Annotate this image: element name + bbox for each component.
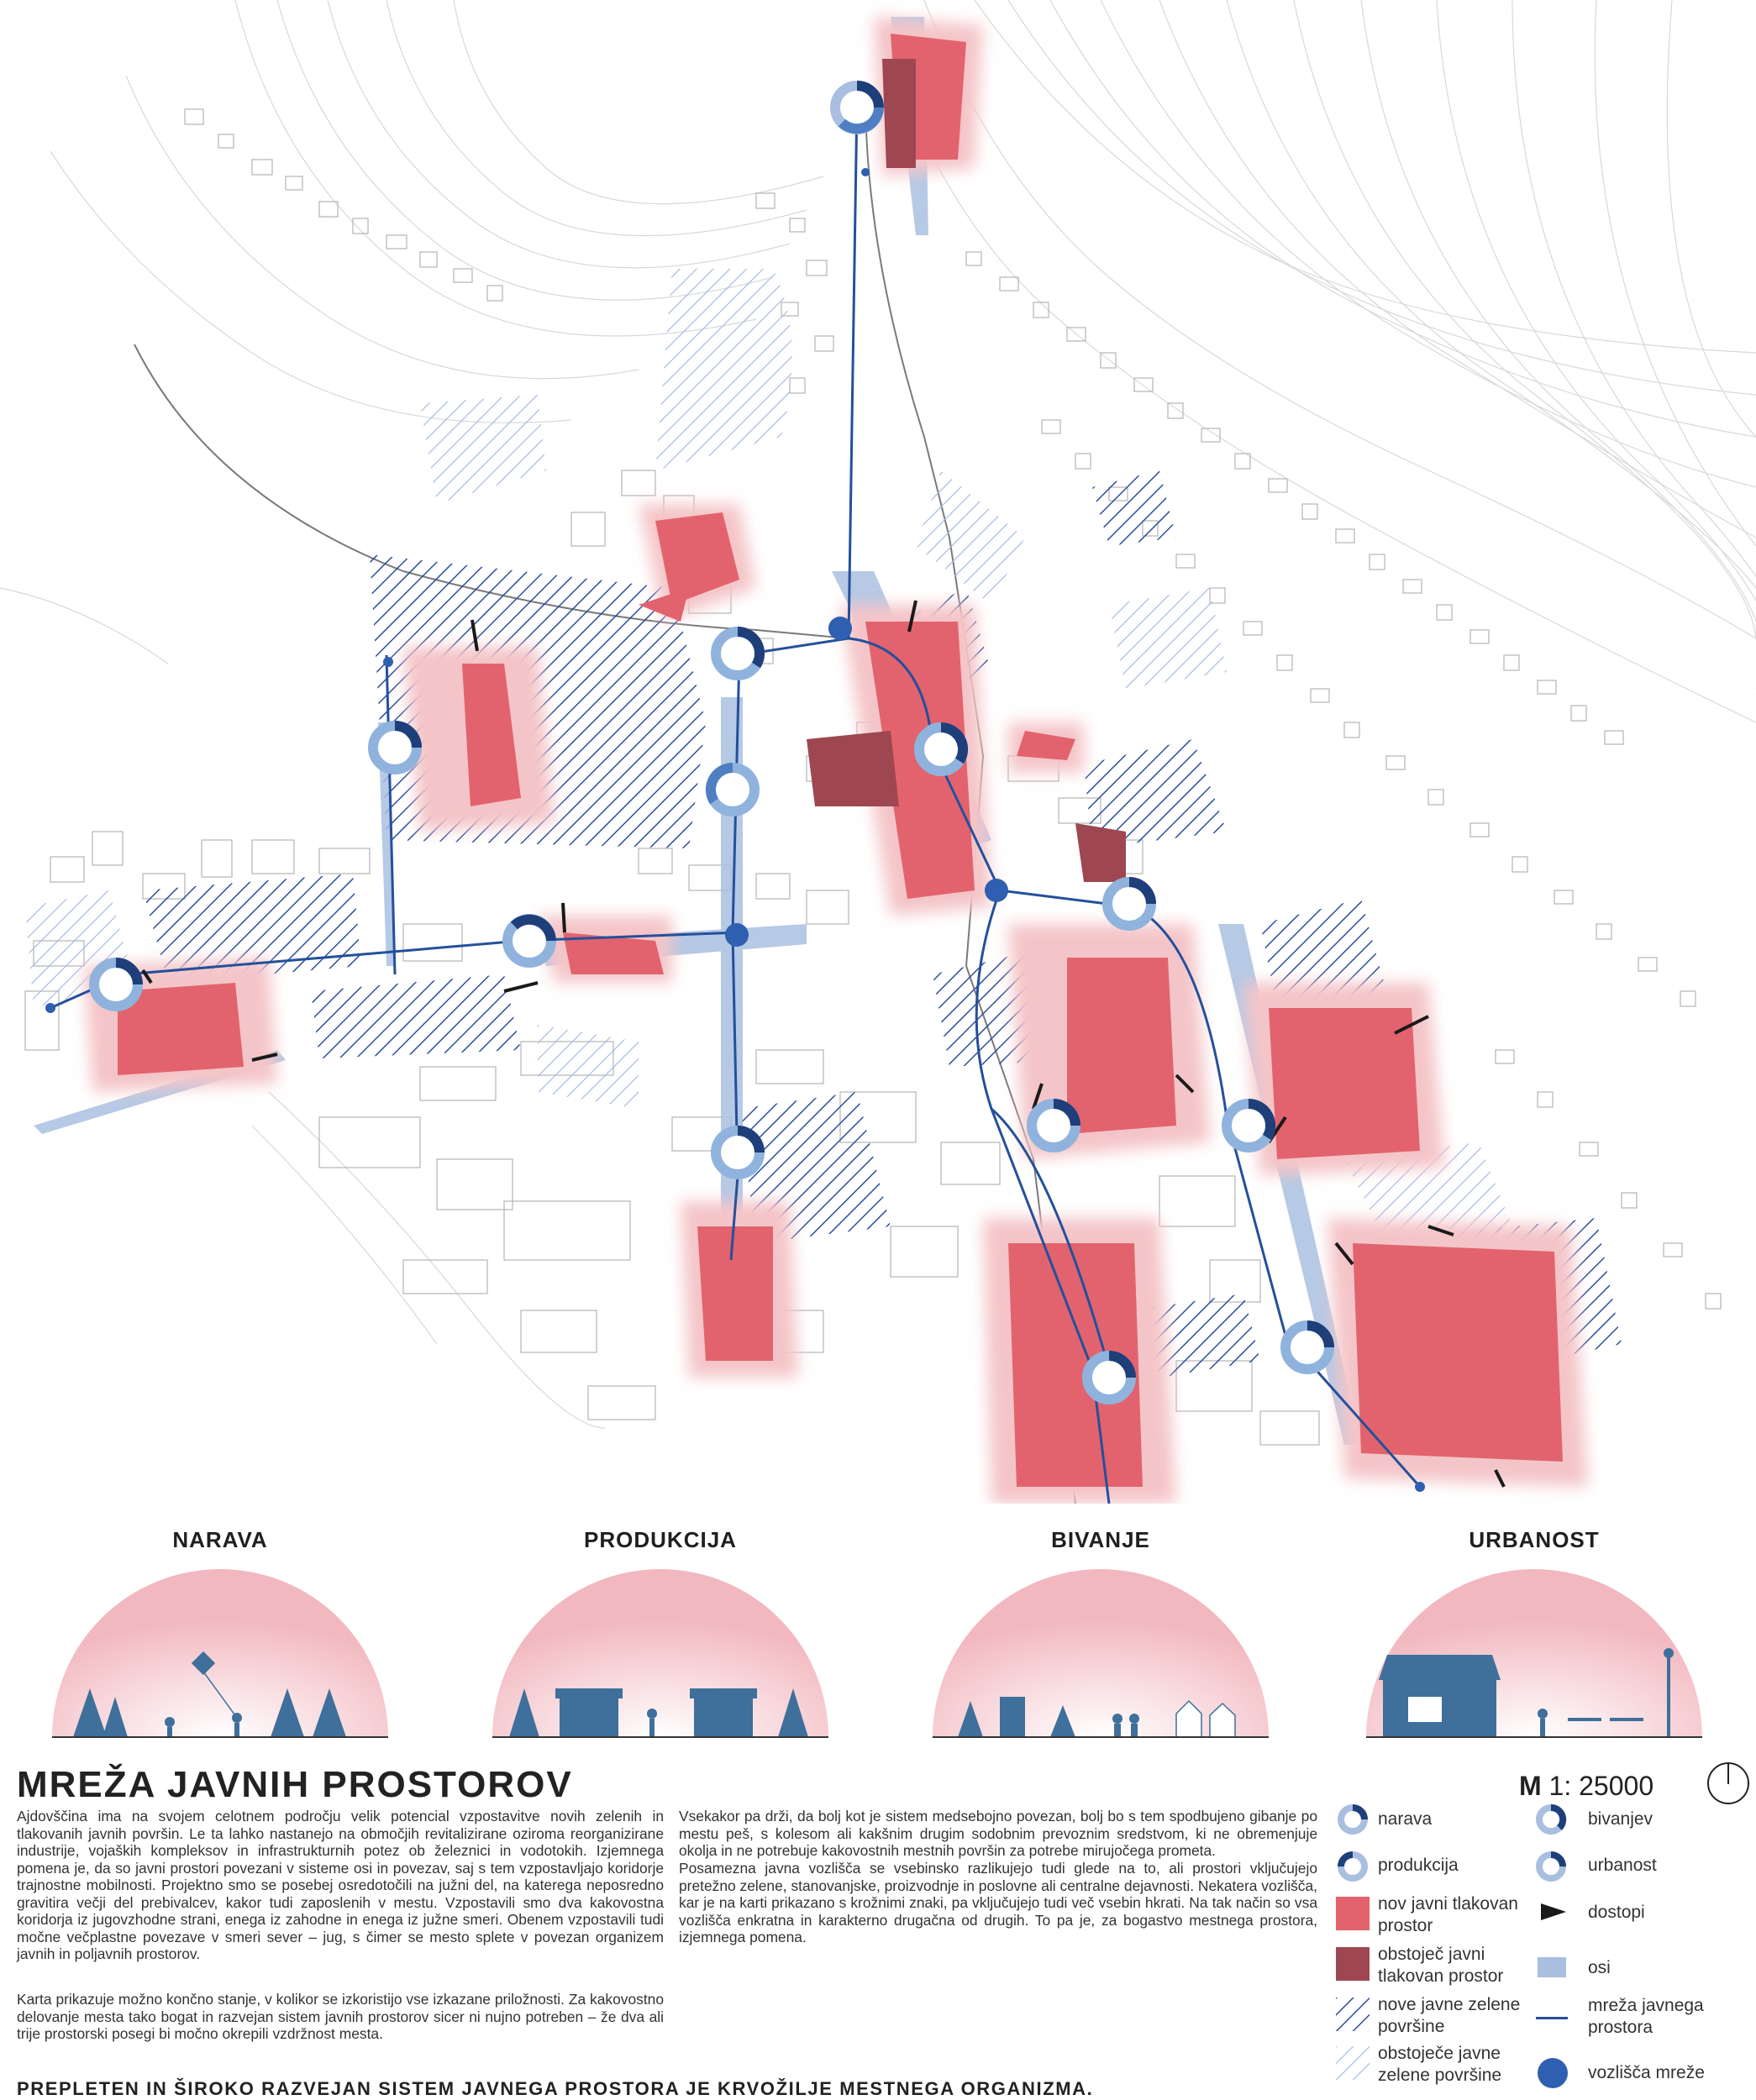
legend-bivanjev: bivanjev: [1588, 1809, 1653, 1829]
legend-swatch-axes: [1538, 1957, 1566, 1977]
legend-obstojec-javni: obstoječ javni tlakovan prostor: [1378, 1945, 1504, 1986]
section-title-bivanje: BIVANJE: [1051, 1527, 1150, 1552]
legend-urbanost: urbanost: [1588, 1856, 1657, 1875]
north-arrow-icon: [1707, 1762, 1749, 1804]
legend-nov-javni: nov javni tlakovan prostor: [1378, 1894, 1518, 1935]
paragraph-left-2: Karta prikazuje možno končno stanje, v kolikor se izkoristijo vse izkazane priložnosti. Za kakovostno delovanje mesta tako bogat in razvejan sistem javnih prostorov sicer ni nujno potreben – že dva ali trije prostorski posegi bi močno okrepili vzdržnost mesta.: [17, 1991, 664, 2042]
ring-icon: [1534, 1850, 1568, 1883]
page-title: MREŽA JAVNIH PROSTOROV: [17, 1764, 573, 1805]
legend-nove-zelene: nove javne zelene površine: [1378, 1995, 1521, 2036]
ring-icon: [1336, 1850, 1370, 1883]
legend-produkcija: produkcija: [1378, 1856, 1459, 1875]
scale-prefix: M: [1519, 1771, 1542, 1801]
legend-swatch-network: [1536, 2017, 1568, 2019]
legend-dostopi: dostopi: [1588, 1903, 1645, 1922]
legend-mreza: mreža javnega prostora: [1588, 1996, 1704, 2037]
paragraph-right-2: Posamezna javna vozlišča se vsebinsko razlikujejo tudi glede na to, ali prostori vključujejo pretežno zelene, stanovanjske, proizvodnje in poslovne ali centralne dejavnosti. Nekatera vozlišča, kar je na karti prikazano s krožnimi znaki, pa vključujejo tudi več vsebin hkrati. Na tak način so vsa vozlišča enkratna in karakterno drugačna od drugih. To pa je, za bogastvo mestnega prostora, izjemnega pomena.: [679, 1860, 1317, 1945]
legend-swatch-new-green: [1336, 1998, 1370, 2031]
paragraph-right-1: Vsekakor pa drži, da bolj kot je sistem medsebojno povezan, bolj bo s tem spodbujeno gibanje po mestu peš, s kolesom ali kakšnim drugim sodobnim prevoznim sredstvom, ki ne obremenjuje okolja in ne potrebuje kakovostnih mestnih površin za potrebe mirujočega prometa.: [679, 1808, 1317, 1859]
footer-slogan: PREPLETEN IN ŠIROKO RAZVEJAN SISTEM JAVNEGA PROSTORA JE KRVOŽILJE MESTNEGA ORGANIZMA.: [17, 2078, 1094, 2099]
section-title-narava: NARAVA: [172, 1527, 268, 1552]
scale-label: [1519, 1771, 1653, 1802]
legend-swatch-existing-green: [1336, 2046, 1370, 2080]
legend-vozlisca: vozlišča mreže: [1588, 2063, 1705, 2082]
legend-obstojece-zelene: obstoječe javne zelene površine: [1378, 2044, 1502, 2085]
paragraph-left-1: Ajdovščina ima na svojem celotnem področju velik potencial vzpostavitve novih zelenih in tlakovanih javnih površin. Le ta lahko nastanejo na območjih revitalizirane oziroma reorganizirane industrije, vojaških kompleksov in infrastrukturnih potez ob železnici in vodotokih. Izjemnega pomena je, da so javni prostori povezani v sisteme osi in povezav, saj s tem vzpostavljajo koridorje trajnostne mobilnosti. Projektno smo se posebej osredotočili na južni del, na katerega neposredno gravitira večji del prebivalcev, kakor tudi zaposlenih v mestu. Vzpostavili smo dva kakovostna koridorja iz jugovzhodne strani, enega iz zahodne in enega iz južne smeri. Obenem vzpostavili tudi močne večplastne povezave v smeri sever – jug, s čimer se mesto splete v povezan organizem javnih in poljavnih prostorov.: [17, 1808, 664, 1962]
legend-swatch-new-paved: [1336, 1897, 1370, 1930]
scene-urbanost: [1358, 1562, 1711, 1743]
legend-narava: narava: [1378, 1809, 1433, 1829]
section-title-urbanost: URBANOST: [1469, 1527, 1600, 1552]
access-marker-icon: [1539, 1902, 1568, 1924]
legend-osi: osi: [1588, 1958, 1611, 1977]
legend-swatch-existing-paved: [1336, 1947, 1370, 1981]
scene-narava: [44, 1562, 397, 1743]
scene-produkcija: [484, 1562, 837, 1743]
scale-value: 1: 25000: [1548, 1771, 1654, 1801]
section-title-produkcija: PRODUKCIJA: [584, 1527, 737, 1552]
scene-bivanje: [924, 1562, 1277, 1743]
ring-icon: [1534, 1803, 1568, 1836]
ring-icon: [1336, 1803, 1370, 1836]
node-dot-icon: [1538, 2058, 1568, 2088]
